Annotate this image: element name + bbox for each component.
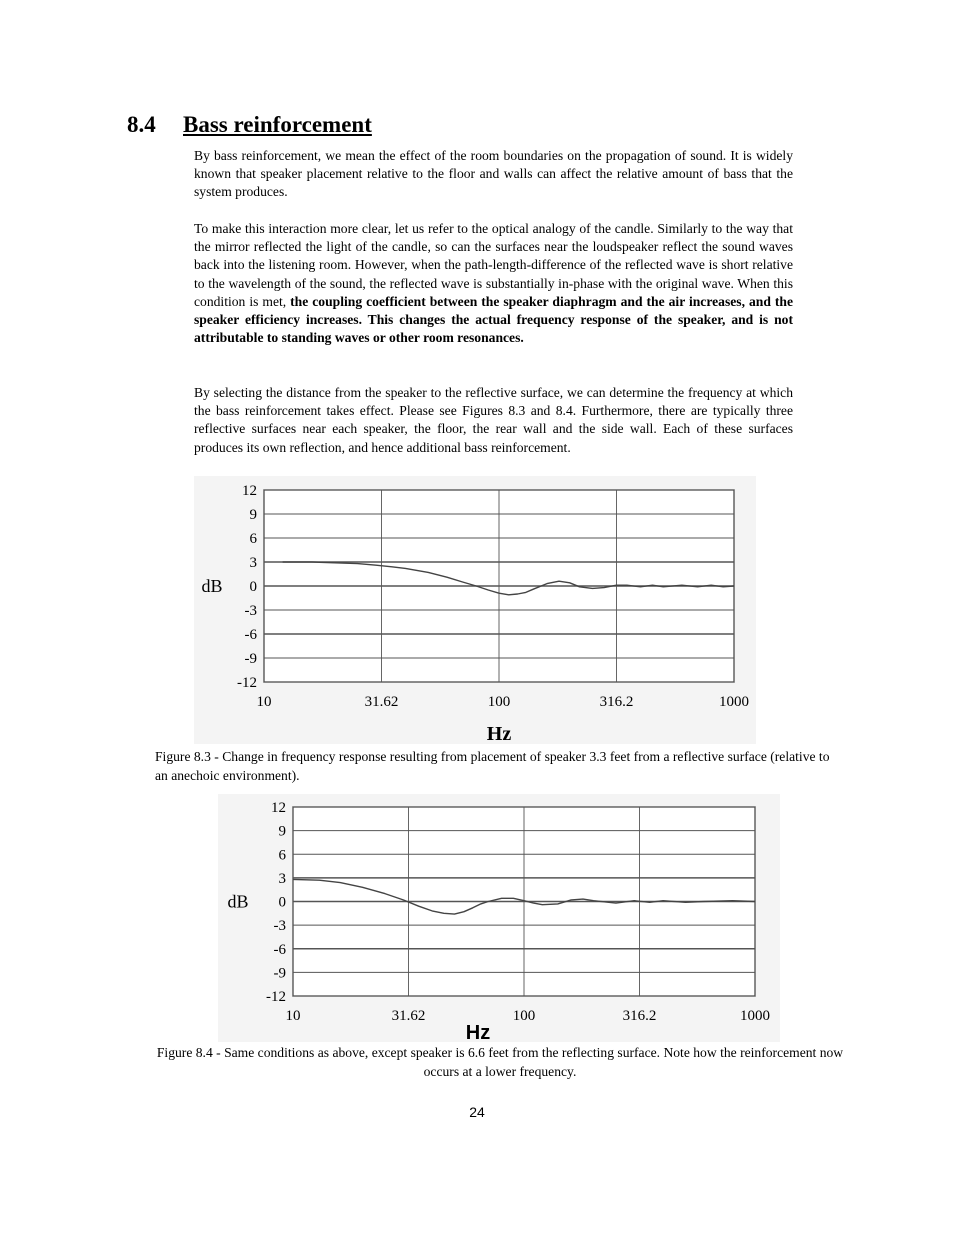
frequency-response-chart-3-3ft (194, 476, 756, 744)
y-axis-label: dB (227, 891, 249, 912)
x-tick-label: 100 (487, 694, 511, 710)
y-tick-label: -6 (273, 941, 286, 958)
section-title: Bass reinforcement (183, 112, 372, 137)
x-tick-label: 1000 (719, 694, 749, 710)
section-heading (127, 112, 372, 138)
y-tick-label: 12 (242, 483, 257, 499)
y-tick-label: 6 (278, 847, 286, 864)
y-tick-label: -9 (273, 965, 286, 982)
x-axis-label: Hz (486, 723, 512, 744)
x-axis-label: Hz (465, 1022, 491, 1042)
figure-8-4 (218, 794, 780, 1042)
x-tick-label: 316.2 (622, 1008, 657, 1024)
x-tick-label: 10 (256, 694, 272, 710)
y-tick-label: 6 (249, 531, 257, 547)
paragraph-candle-analogy (194, 220, 793, 347)
y-tick-label: 3 (278, 870, 286, 887)
y-tick-label: -9 (244, 651, 257, 667)
x-tick-label: 1000 (740, 1008, 770, 1024)
x-tick-label: 316.2 (599, 694, 634, 710)
x-tick-label: 31.62 (391, 1008, 426, 1024)
figure-8-3-caption: Figure 8.3 - Change in frequency response resulting from placement of speaker 3.3 feet from a reflective surface (relative to an anechoic environment). (155, 749, 830, 783)
y-tick-label: 0 (249, 579, 257, 595)
y-tick-label: 0 (278, 894, 286, 911)
y-tick-label: 3 (249, 555, 257, 571)
y-tick-label: -12 (266, 989, 286, 1005)
figure-8-4-caption: Figure 8.4 - Same conditions as above, except speaker is 6.6 feet from the reflecting surface. Note how the reinforcement now occurs at a lower frequency. (156, 1045, 844, 1079)
y-tick-label: -3 (273, 918, 286, 935)
y-tick-label: 9 (249, 507, 257, 523)
paragraph-candle-text: To make this interaction more clear, let us refer to the optical analogy of the candle. Similarly to the way that the mirror reflected the light of the candle, so can the surfaces near the loudspeaker reflect the sound waves back into the listening room. However, when the path-length-difference of the reflected wave is short relative to the wavelength of the sound, the reflected wave is substantially in-phase with the original wave. When this condition is met, (194, 221, 793, 309)
y-tick-label: -12 (237, 675, 257, 691)
y-tick-label: -3 (244, 603, 257, 619)
paragraph-reflective-surfaces: By selecting the distance from the speaker to the reflective surface, we can determine the frequency at which the bass reinforcement takes effect. Please see Figures 8.3 and 8.4. Furthermore, there are typically three reflective surfaces near each speaker, the floor, the rear wall and the side wall. Each of these surfaces produces its own reflection, and hence additional bass reinforcement. (194, 385, 793, 455)
paragraph-candle-emphasis: the coupling coefficient between the speaker diaphragm and the air increases, and the speaker efficiency increases. This changes the actual frequency response of the speaker, and is not attributable to standing waves or other room resonances. (194, 293, 793, 346)
y-tick-label: 9 (278, 823, 286, 840)
section-number: 8.4 (127, 112, 156, 137)
page-number: 24 (469, 1104, 485, 1120)
y-axis-label: dB (201, 576, 223, 596)
frequency-response-chart-6-6ft (218, 794, 780, 1042)
x-tick-label: 31.62 (364, 694, 399, 710)
paragraph-intro: By bass reinforcement, we mean the effect of the room boundaries on the propagation of sound. It is widely known that speaker placement relative to the floor and walls can affect the relative amount of bass that the system produces. (194, 148, 793, 200)
y-tick-label: -6 (244, 627, 257, 643)
figure-8-3 (194, 476, 756, 744)
x-tick-label: 100 (512, 1008, 536, 1024)
y-tick-label: 12 (271, 800, 286, 816)
x-tick-label: 10 (285, 1008, 301, 1024)
